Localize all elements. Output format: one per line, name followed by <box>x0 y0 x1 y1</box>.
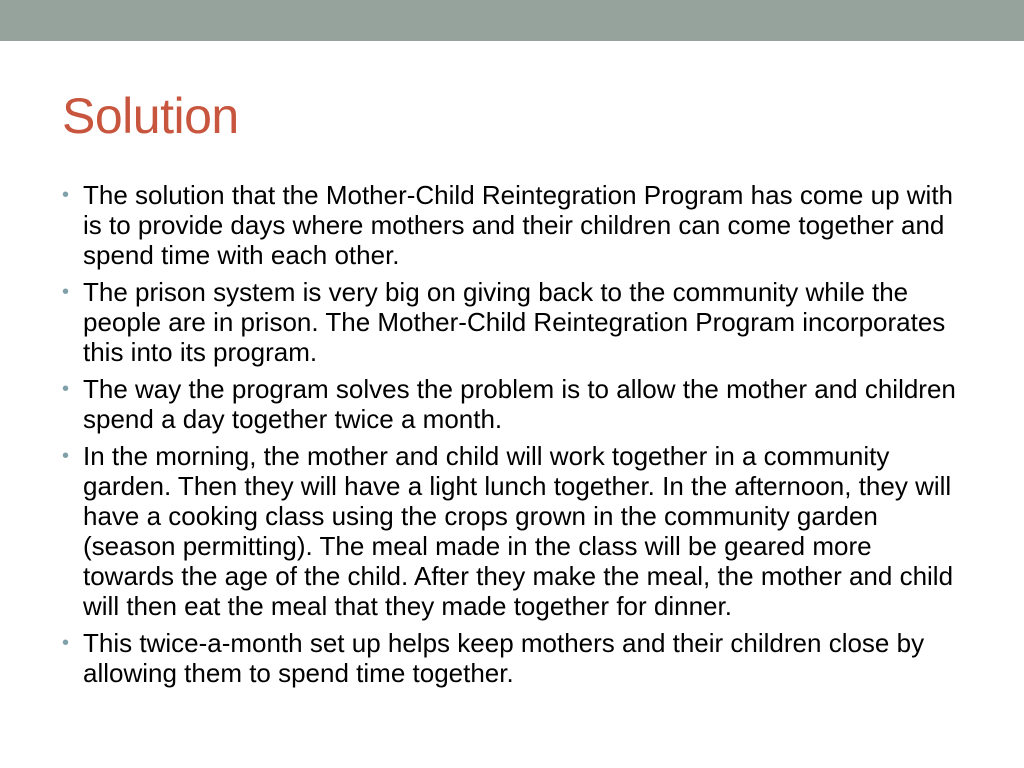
bullet-text: In the morning, the mother and child will work together in a community garden. Then they will have a light lunch together. In the afternoon, they will have a cooking class using the crops grown in the community garden (season permitting). The meal made in the class will be geared more towards the age of the child. After they make the meal, the mother and child will then eat the meal that they made together for dinner. <box>83 441 954 621</box>
bullet-item <box>62 277 962 367</box>
bullet-text: The prison system is very big on giving back to the community while the people are in prison. The Mother-Child Reintegration Program incorporates this into its program. <box>83 277 946 367</box>
bullet-text: The way the program solves the problem is to allow the mother and children spend a day together twice a month. <box>83 374 956 434</box>
slide-title: Solution <box>62 88 239 144</box>
bullet-icon: • <box>62 281 70 303</box>
bullet-icon: • <box>62 378 70 400</box>
bullet-icon: • <box>62 632 70 654</box>
bullet-icon: • <box>62 445 70 467</box>
bullet-item <box>62 441 962 621</box>
bullet-icon: • <box>62 184 70 206</box>
bullet-text: This twice-a-month set up helps keep mothers and their children close by allowing them to spend time together. <box>83 628 925 688</box>
bullet-item <box>62 180 962 270</box>
top-accent-bar <box>0 0 1024 41</box>
bullet-list <box>62 180 962 695</box>
bullet-item <box>62 374 962 434</box>
bullet-text: The solution that the Mother-Child Reintegration Program has come up with is to provide days where mothers and their children can come together and spend time with each other. <box>83 180 953 270</box>
bullet-item <box>62 628 962 688</box>
